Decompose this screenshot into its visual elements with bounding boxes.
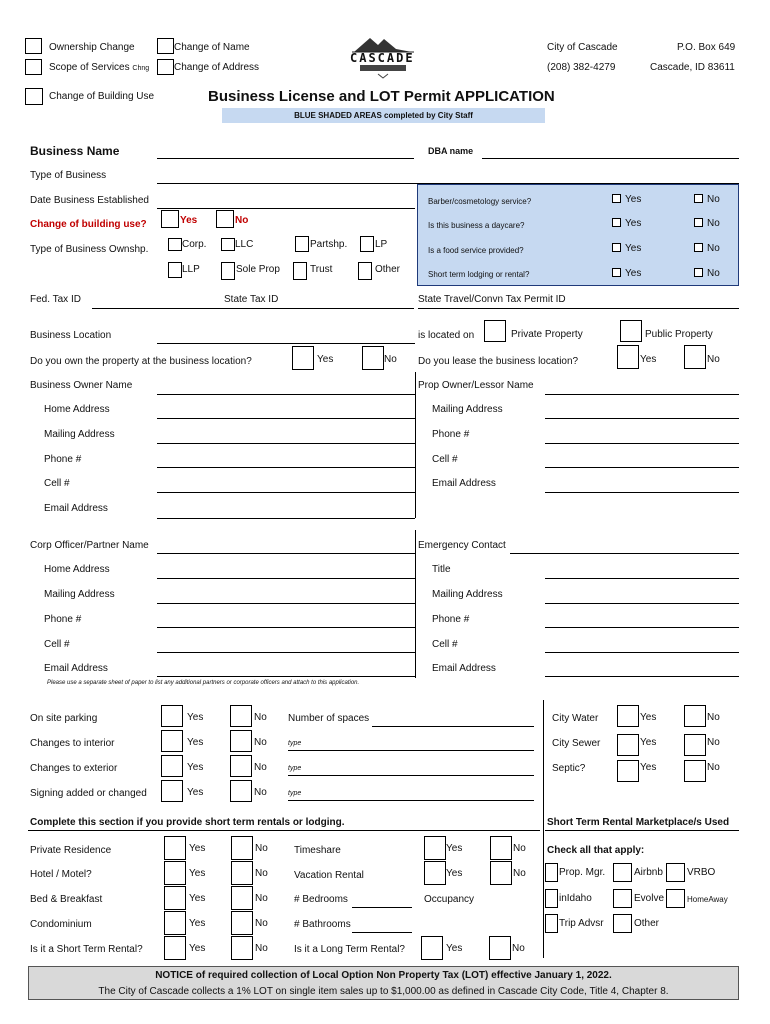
business-location-label: Business Location xyxy=(30,330,112,341)
owner-divider xyxy=(415,372,416,518)
timeshare-yes-checkbox[interactable] xyxy=(424,836,446,860)
interior-label: Changes to interior xyxy=(30,738,115,749)
own-property-question: Do you own the property at the business location? xyxy=(30,356,252,367)
state-travel-input[interactable] xyxy=(418,308,739,309)
city-water-no-label: No xyxy=(707,712,720,723)
bathrooms-input[interactable] xyxy=(352,932,412,933)
timeshare-no-checkbox[interactable] xyxy=(490,836,512,860)
city-sewer-no-label: No xyxy=(707,737,720,748)
emergency-phone-input[interactable] xyxy=(545,627,739,628)
interior-no-label: No xyxy=(254,737,267,748)
parking-no-label: No xyxy=(254,712,267,723)
own-property-no-label: No xyxy=(384,354,397,365)
emergency-label: Emergency Contact xyxy=(418,540,506,551)
prop-email-label: Email Address xyxy=(432,478,496,489)
septic-no-checkbox[interactable] xyxy=(684,760,706,782)
timeshare-yes-label: Yes xyxy=(446,843,463,854)
signing-type-label: type xyxy=(288,790,302,797)
checkbox-icon xyxy=(612,268,621,277)
corp-divider xyxy=(415,530,416,678)
emergency-input[interactable] xyxy=(510,553,739,554)
checkbox-icon xyxy=(694,268,703,277)
date-established-input[interactable] xyxy=(157,208,415,209)
own-lp-label: LP xyxy=(375,239,388,250)
own-corp-label: Corp. xyxy=(182,239,207,250)
owner-phone-input[interactable] xyxy=(157,467,415,468)
septic-label: Septic? xyxy=(552,763,586,774)
hotel-no-label: No xyxy=(255,868,268,879)
rental-heading: Complete this section if you provide short term rentals or lodging. xyxy=(30,817,345,828)
prop-cell-input[interactable] xyxy=(545,467,739,468)
vrbo-checkbox[interactable] xyxy=(666,863,685,882)
dba-input[interactable] xyxy=(482,158,739,159)
vacation-no-label: No xyxy=(513,868,526,879)
prop-owner-input[interactable] xyxy=(545,394,739,395)
septic-yes-checkbox[interactable] xyxy=(617,760,639,782)
checkbox-icon xyxy=(694,218,703,227)
staff-q4: Short term lodging or rental? xyxy=(428,270,530,279)
page-title: Business License and LOT Permit APPLICATION xyxy=(208,88,555,105)
private-res-yes-checkbox[interactable] xyxy=(164,836,186,860)
business-name-label: Business Name xyxy=(30,144,120,158)
logo-text: CASCADE xyxy=(350,51,415,65)
notice-line-1: NOTICE of required collection of Local Option Non Property Tax (LOT) effective January 1, 2022. xyxy=(155,970,612,981)
notice-line-2: The City of Cascade collects a 1% LOT on single item sales up to $1,000.00 as defined in Cascade City Code, Title 4, Chapter 8. xyxy=(98,986,669,997)
condo-label: Condominium xyxy=(30,919,92,930)
vrbo-label: VRBO xyxy=(687,867,716,878)
condo-no-checkbox[interactable] xyxy=(231,911,253,935)
long-term-yes-label: Yes xyxy=(446,943,463,954)
emergency-email-input[interactable] xyxy=(545,676,739,677)
checkbox-icon xyxy=(694,243,703,252)
exterior-type-label: type xyxy=(288,765,302,772)
interior-no-checkbox[interactable] xyxy=(230,730,252,752)
corp-email-label: Email Address xyxy=(44,663,108,674)
city-name: City of Cascade xyxy=(547,42,618,53)
bedrooms-input[interactable] xyxy=(352,907,412,908)
change-building-use-label: Change of Building Use xyxy=(49,91,155,102)
signing-type-input[interactable] xyxy=(288,800,534,801)
own-llc-checkbox[interactable] xyxy=(221,238,235,251)
market-other-label: Other xyxy=(634,918,660,929)
change-of-name-checkbox[interactable] xyxy=(157,38,174,54)
own-llc-label: LLC xyxy=(235,239,254,250)
staff-q2-yes[interactable] xyxy=(612,218,641,229)
inidaho-checkbox[interactable] xyxy=(545,889,558,908)
vacation-yes-checkbox[interactable] xyxy=(424,861,446,885)
emergency-title-input[interactable] xyxy=(545,578,739,579)
no-text: No xyxy=(707,243,720,254)
marketplace-heading: Short Term Rental Marketplace/s Used xyxy=(547,817,730,828)
staff-q4-no[interactable] xyxy=(694,268,720,279)
check-all-label: Check all that apply: xyxy=(547,845,645,856)
staff-q1-yes[interactable] xyxy=(612,194,641,205)
corp-phone-label: Phone # xyxy=(44,614,82,625)
own-sole-checkbox[interactable] xyxy=(221,262,235,280)
ownership-change-label: Ownership Change xyxy=(49,42,135,53)
no-text: No xyxy=(707,268,720,279)
dba-label: DBA name xyxy=(428,146,474,156)
lease-yes-checkbox[interactable] xyxy=(617,345,639,369)
own-lp-checkbox[interactable] xyxy=(360,236,374,252)
scope-of-services-label xyxy=(49,62,149,73)
bedrooms-label: # Bedrooms xyxy=(294,894,348,905)
signing-yes-checkbox[interactable] xyxy=(161,780,183,802)
staff-q3: Is a food service provided? xyxy=(428,246,524,255)
rental-rule xyxy=(28,830,540,831)
owner-cell-input[interactable] xyxy=(157,492,415,493)
po-box: P.O. Box 649 xyxy=(677,42,736,53)
vacation-label: Vacation Rental xyxy=(294,870,364,881)
city-water-label: City Water xyxy=(552,713,599,724)
own-trust-checkbox[interactable] xyxy=(293,262,307,280)
airbnb-label: Airbnb xyxy=(634,867,663,878)
staff-q3-yes[interactable] xyxy=(612,243,641,254)
fed-tax-label: Fed. Tax ID xyxy=(30,294,81,305)
prop-mgr-label: Prop. Mgr. xyxy=(559,867,606,878)
corp-phone-input[interactable] xyxy=(157,627,415,628)
long-term-no-label: No xyxy=(512,943,525,954)
own-sole-label: Sole Prop xyxy=(236,264,280,275)
owner-name-input[interactable] xyxy=(157,394,415,395)
marketplace-rule xyxy=(545,830,739,831)
corp-cell-label: Cell # xyxy=(44,639,70,650)
condo-yes-checkbox[interactable] xyxy=(164,911,186,935)
corp-mailing-label: Mailing Address xyxy=(44,589,115,600)
city-state-zip: Cascade, ID 83611 xyxy=(650,62,735,73)
vacation-no-checkbox[interactable] xyxy=(490,861,512,885)
change-use-yes-checkbox[interactable] xyxy=(161,210,179,228)
emergency-cell-input[interactable] xyxy=(545,652,739,653)
bnb-yes-label: Yes xyxy=(189,893,206,904)
state-travel-label: State Travel/Convn Tax Permit ID xyxy=(418,294,566,305)
num-spaces-input[interactable] xyxy=(372,726,534,727)
owner-email-label: Email Address xyxy=(44,503,108,514)
own-trust-label: Trust xyxy=(310,264,333,275)
short-term-no-checkbox[interactable] xyxy=(231,936,253,960)
own-partnership-label: Partshp. xyxy=(310,239,348,250)
hotel-label: Hotel / Motel? xyxy=(30,869,92,880)
condo-yes-label: Yes xyxy=(189,918,206,929)
hotel-yes-checkbox[interactable] xyxy=(164,861,186,885)
hotel-yes-label: Yes xyxy=(189,868,206,879)
no-text: No xyxy=(707,218,720,229)
change-use-no-label: No xyxy=(235,215,249,226)
scope-chng-text: Chng xyxy=(132,65,150,72)
condo-no-label: No xyxy=(255,918,268,929)
staff-q1-no[interactable] xyxy=(694,194,720,205)
own-other-label: Other xyxy=(375,264,401,275)
bnb-no-label: No xyxy=(255,893,268,904)
bnb-no-checkbox[interactable] xyxy=(231,886,253,910)
ownership-type-label: Type of Business Ownshp. xyxy=(30,244,149,255)
own-corp-checkbox[interactable] xyxy=(168,238,182,251)
vacation-yes-label: Yes xyxy=(446,868,463,879)
scope-of-services-text: Scope of Services xyxy=(49,62,130,73)
staff-q2: Is this business a daycare? xyxy=(428,221,525,230)
cascade-logo xyxy=(348,34,418,80)
staff-q3-no[interactable] xyxy=(694,243,720,254)
lease-no-checkbox[interactable] xyxy=(684,345,706,369)
change-use-yes-label: Yes xyxy=(180,215,198,226)
bnb-label: Bed & Breakfast xyxy=(30,894,103,905)
own-property-no-checkbox[interactable] xyxy=(362,346,384,370)
homeaway-checkbox[interactable] xyxy=(666,889,685,908)
city-sewer-yes-checkbox[interactable] xyxy=(617,734,639,756)
checkbox-icon xyxy=(612,218,621,227)
exterior-no-checkbox[interactable] xyxy=(230,755,252,777)
interior-type-input[interactable] xyxy=(288,750,534,751)
corp-home-label: Home Address xyxy=(44,564,110,575)
checkbox-icon xyxy=(694,194,703,203)
short-term-yes-label: Yes xyxy=(189,943,206,954)
public-property-label: Public Property xyxy=(645,329,713,340)
change-use-no-checkbox[interactable] xyxy=(216,210,234,228)
long-term-no-checkbox[interactable] xyxy=(489,936,511,960)
market-other-checkbox[interactable] xyxy=(613,914,632,933)
owner-phone-label: Phone # xyxy=(44,454,82,465)
evolve-label: Evolve xyxy=(634,893,665,904)
owner-home-label: Home Address xyxy=(44,404,110,415)
trip-advisor-label: Trip Advsr xyxy=(559,918,604,929)
lease-question: Do you lease the business location? xyxy=(418,356,579,367)
staff-q2-no[interactable] xyxy=(694,218,720,229)
prop-mgr-checkbox[interactable] xyxy=(545,863,558,882)
private-res-no-checkbox[interactable] xyxy=(231,836,253,860)
signing-yes-label: Yes xyxy=(187,787,204,798)
private-property-label: Private Property xyxy=(511,329,583,340)
long-term-yes-checkbox[interactable] xyxy=(421,936,443,960)
business-name-input[interactable] xyxy=(157,158,414,159)
short-term-no-label: No xyxy=(255,943,268,954)
site-divider xyxy=(543,700,544,810)
city-water-yes-checkbox[interactable] xyxy=(617,705,639,727)
business-location-input[interactable] xyxy=(157,343,415,344)
parking-yes-checkbox[interactable] xyxy=(161,705,183,727)
own-llp-label: LLP xyxy=(182,264,200,275)
owner-bottom-rule xyxy=(157,518,415,519)
emergency-mailing-label: Mailing Address xyxy=(432,589,503,600)
owner-cell-label: Cell # xyxy=(44,478,70,489)
yes-text: Yes xyxy=(625,268,642,279)
prop-mailing-label: Mailing Address xyxy=(432,404,503,415)
checkbox-icon xyxy=(612,243,621,252)
bathrooms-label: # Bathrooms xyxy=(294,919,351,930)
yes-text: Yes xyxy=(625,218,642,229)
separate-sheet-note: Please use a separate sheet of paper to list any additional partners or corporate officers and attach to this application. xyxy=(47,680,360,686)
own-other-checkbox[interactable] xyxy=(358,262,372,280)
emergency-email-label: Email Address xyxy=(432,663,496,674)
interior-yes-checkbox[interactable] xyxy=(161,730,183,752)
checkbox-icon xyxy=(612,194,621,203)
city-water-yes-label: Yes xyxy=(640,712,657,723)
located-on-label: is located on xyxy=(418,330,475,341)
num-spaces-label: Number of spaces xyxy=(288,713,370,724)
long-term-label: Is it a Long Term Rental? xyxy=(294,944,405,955)
timeshare-no-label: No xyxy=(513,843,526,854)
homeaway-label: HomeAway xyxy=(687,895,728,904)
no-text: No xyxy=(707,194,720,205)
staff-q4-yes[interactable] xyxy=(612,268,641,279)
short-term-yes-checkbox[interactable] xyxy=(164,936,186,960)
change-building-use-checkbox[interactable] xyxy=(25,88,43,105)
septic-yes-label: Yes xyxy=(640,762,657,773)
city-water-no-checkbox[interactable] xyxy=(684,705,706,727)
corp-cell-input[interactable] xyxy=(157,652,415,653)
owner-home-input[interactable] xyxy=(157,418,415,419)
yes-text: Yes xyxy=(625,194,642,205)
parking-yes-label: Yes xyxy=(187,712,204,723)
emergency-title-label: Title xyxy=(432,564,451,575)
trip-advisor-checkbox[interactable] xyxy=(545,914,558,933)
staff-q1: Barber/cosmetology service? xyxy=(428,197,532,206)
own-partnership-checkbox[interactable] xyxy=(295,236,309,252)
state-tax-label: State Tax ID xyxy=(224,294,279,305)
own-property-yes-label: Yes xyxy=(317,354,334,365)
emergency-cell-label: Cell # xyxy=(432,639,458,650)
prop-phone-input[interactable] xyxy=(545,443,739,444)
city-sewer-yes-label: Yes xyxy=(640,737,657,748)
ownership-change-checkbox[interactable] xyxy=(25,38,42,54)
hotel-no-checkbox[interactable] xyxy=(231,861,253,885)
owner-name-label: Business Owner Name xyxy=(30,380,133,391)
owner-mailing-label: Mailing Address xyxy=(44,429,115,440)
prop-mailing-input[interactable] xyxy=(545,418,739,419)
prop-cell-label: Cell # xyxy=(432,454,458,465)
change-of-name-label: Change of Name xyxy=(174,42,250,53)
city-sewer-no-checkbox[interactable] xyxy=(684,734,706,756)
corp-mailing-input[interactable] xyxy=(157,603,415,604)
signing-no-checkbox[interactable] xyxy=(230,780,252,802)
private-res-yes-label: Yes xyxy=(189,843,206,854)
corp-officer-input[interactable] xyxy=(157,553,415,554)
exterior-type-input[interactable] xyxy=(288,775,534,776)
city-phone: (208) 382-4279 xyxy=(547,62,616,73)
private-res-label: Private Residence xyxy=(30,845,112,856)
fed-tax-input[interactable] xyxy=(92,308,414,309)
exterior-yes-label: Yes xyxy=(187,762,204,773)
interior-yes-label: Yes xyxy=(187,737,204,748)
timeshare-label: Timeshare xyxy=(294,845,341,856)
corp-home-input[interactable] xyxy=(157,578,415,579)
interior-type-label: type xyxy=(288,740,302,747)
occupancy-label: Occupancy xyxy=(424,894,475,905)
lease-yes-label: Yes xyxy=(640,354,657,365)
owner-mailing-input[interactable] xyxy=(157,443,415,444)
scope-of-services-checkbox[interactable] xyxy=(25,59,42,75)
public-property-checkbox[interactable] xyxy=(620,320,642,342)
change-of-address-label: Change of Address xyxy=(174,62,260,73)
short-term-label: Is it a Short Term Rental? xyxy=(30,944,143,955)
corp-officer-label: Corp Officer/Partner Name xyxy=(30,540,149,551)
exterior-no-label: No xyxy=(254,762,267,773)
parking-label: On site parking xyxy=(30,713,98,724)
emergency-phone-label: Phone # xyxy=(432,614,470,625)
own-property-yes-checkbox[interactable] xyxy=(292,346,314,370)
corp-email-input[interactable] xyxy=(157,676,415,677)
airbnb-checkbox[interactable] xyxy=(613,863,632,882)
date-established-label: Date Business Established xyxy=(30,195,149,206)
prop-phone-label: Phone # xyxy=(432,429,470,440)
evolve-checkbox[interactable] xyxy=(613,889,632,908)
exterior-yes-checkbox[interactable] xyxy=(161,755,183,777)
change-of-address-checkbox[interactable] xyxy=(157,59,174,75)
own-llp-checkbox[interactable] xyxy=(168,262,182,278)
septic-no-label: No xyxy=(707,762,720,773)
city-sewer-label: City Sewer xyxy=(552,738,601,749)
signing-no-label: No xyxy=(254,787,267,798)
private-res-no-label: No xyxy=(255,843,268,854)
rental-divider xyxy=(543,810,544,958)
yes-text: Yes xyxy=(625,243,642,254)
prop-email-input[interactable] xyxy=(545,492,739,493)
prop-owner-label: Prop Owner/Lessor Name xyxy=(418,380,534,391)
type-of-business-label: Type of Business xyxy=(30,170,107,181)
shaded-note: BLUE SHADED AREAS completed by City Staff xyxy=(222,108,545,123)
parking-no-checkbox[interactable] xyxy=(230,705,252,727)
exterior-label: Changes to exterior xyxy=(30,763,118,774)
change-use-label: Change of building use? xyxy=(30,219,147,230)
private-property-checkbox[interactable] xyxy=(484,320,506,342)
inidaho-label: inIdaho xyxy=(559,893,592,904)
lease-no-label: No xyxy=(707,354,720,365)
emergency-mailing-input[interactable] xyxy=(545,603,739,604)
bnb-yes-checkbox[interactable] xyxy=(164,886,186,910)
signing-label: Signing added or changed xyxy=(30,788,147,799)
